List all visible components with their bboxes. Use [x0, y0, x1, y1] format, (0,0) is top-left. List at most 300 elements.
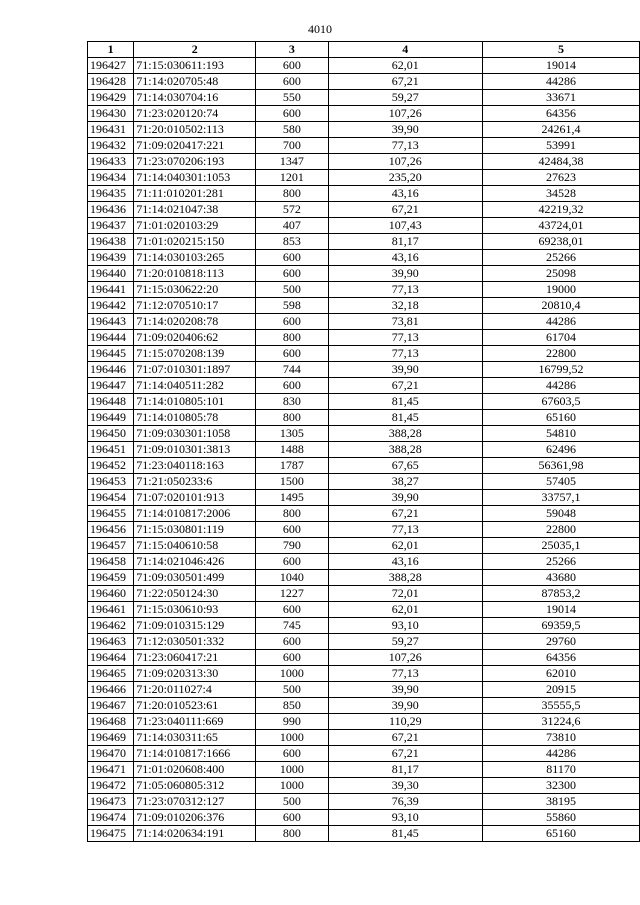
table-cell-col3: 830 [256, 394, 328, 410]
table-cell-col5: 16799,52 [483, 362, 640, 378]
table-row [88, 90, 640, 106]
table-cell-col4: 77,13 [328, 138, 483, 154]
table-cell-col3: 600 [256, 58, 328, 74]
table-cell-col1: 196470 [88, 746, 134, 762]
table-cell-col1: 196435 [88, 186, 134, 202]
table-cell-col5: 42484,38 [483, 154, 640, 170]
table-cell-col4: 110,29 [328, 714, 483, 730]
table-cell-col2: 71:14:040301:1053 [134, 170, 256, 186]
table-cell-col2: 71:23:070312:127 [134, 794, 256, 810]
table-row [88, 506, 640, 522]
table-cell-col2: 71:12:070510:17 [134, 298, 256, 314]
table-cell-col4: 388,28 [328, 570, 483, 586]
table-row [88, 202, 640, 218]
table-cell-col4: 235,20 [328, 170, 483, 186]
table-row [88, 458, 640, 474]
table-cell-col1: 196475 [88, 826, 134, 842]
table-cell-col4: 43,16 [328, 250, 483, 266]
table-cell-col1: 196444 [88, 330, 134, 346]
table-cell-col3: 600 [256, 250, 328, 266]
table-row [88, 538, 640, 554]
table-cell-col1: 196454 [88, 490, 134, 506]
table-cell-col4: 81,45 [328, 826, 483, 842]
table-cell-col2: 71:23:060417:21 [134, 650, 256, 666]
table-cell-col5: 44286 [483, 314, 640, 330]
table-cell-col5: 65160 [483, 410, 640, 426]
table-cell-col2: 71:14:021046:426 [134, 554, 256, 570]
table-cell-col3: 600 [256, 746, 328, 762]
table-row [88, 762, 640, 778]
table-cell-col2: 71:15:030801:119 [134, 522, 256, 538]
table-cell-col4: 107,26 [328, 154, 483, 170]
table-cell-col5: 67603,5 [483, 394, 640, 410]
table-row [88, 314, 640, 330]
table-cell-col5: 29760 [483, 634, 640, 650]
table-cell-col5: 59048 [483, 506, 640, 522]
table-row [88, 186, 640, 202]
table-cell-col1: 196456 [88, 522, 134, 538]
table-cell-col1: 196471 [88, 762, 134, 778]
table-cell-col1: 196463 [88, 634, 134, 650]
table-cell-col4: 67,21 [328, 202, 483, 218]
table-cell-col3: 500 [256, 794, 328, 810]
table-cell-col3: 990 [256, 714, 328, 730]
table-cell-col2: 71:14:020634:191 [134, 826, 256, 842]
table-cell-col1: 196460 [88, 586, 134, 602]
table-cell-col3: 580 [256, 122, 328, 138]
table-cell-col5: 22800 [483, 522, 640, 538]
table-cell-col5: 34528 [483, 186, 640, 202]
table-cell-col3: 1227 [256, 586, 328, 602]
table-cell-col3: 800 [256, 826, 328, 842]
table-row [88, 362, 640, 378]
table-cell-col2: 71:07:020101:913 [134, 490, 256, 506]
table-cell-col3: 745 [256, 618, 328, 634]
table-cell-col4: 81,45 [328, 394, 483, 410]
table-cell-col4: 93,10 [328, 810, 483, 826]
table-cell-col3: 407 [256, 218, 328, 234]
table-cell-col1: 196464 [88, 650, 134, 666]
table-cell-col2: 71:15:030610:93 [134, 602, 256, 618]
table-row [88, 282, 640, 298]
table-cell-col4: 77,13 [328, 282, 483, 298]
table-cell-col2: 71:22:050124:30 [134, 586, 256, 602]
table-cell-col3: 744 [256, 362, 328, 378]
table-cell-col3: 800 [256, 186, 328, 202]
table-cell-col5: 25266 [483, 554, 640, 570]
table-row [88, 426, 640, 442]
table-cell-col4: 77,13 [328, 666, 483, 682]
table-cell-col5: 33757,1 [483, 490, 640, 506]
table-cell-col2: 71:09:020406:62 [134, 330, 256, 346]
table-cell-col5: 65160 [483, 826, 640, 842]
table-cell-col3: 500 [256, 282, 328, 298]
table-cell-col4: 67,21 [328, 74, 483, 90]
table-cell-col3: 1787 [256, 458, 328, 474]
table-cell-col4: 67,21 [328, 730, 483, 746]
table-row [88, 474, 640, 490]
table-row [88, 378, 640, 394]
table-cell-col2: 71:15:030611:193 [134, 58, 256, 74]
table-row [88, 106, 640, 122]
table-cell-col2: 71:09:020313:30 [134, 666, 256, 682]
table-cell-col1: 196427 [88, 58, 134, 74]
table-cell-col1: 196466 [88, 682, 134, 698]
table-cell-col5: 69238,01 [483, 234, 640, 250]
table-cell-col2: 71:14:021047:38 [134, 202, 256, 218]
table-cell-col1: 196437 [88, 218, 134, 234]
table-cell-col3: 790 [256, 538, 328, 554]
table-cell-col1: 196465 [88, 666, 134, 682]
table-row [88, 138, 640, 154]
table-row [88, 266, 640, 282]
table-cell-col4: 76,39 [328, 794, 483, 810]
table-cell-col2: 71:15:070208:139 [134, 346, 256, 362]
table-cell-col4: 59,27 [328, 634, 483, 650]
table-cell-col3: 1500 [256, 474, 328, 490]
table-cell-col3: 1040 [256, 570, 328, 586]
table-cell-col3: 600 [256, 346, 328, 362]
table-cell-col3: 850 [256, 698, 328, 714]
table-cell-col4: 107,43 [328, 218, 483, 234]
column-header-4: 4 [328, 42, 483, 58]
table-cell-col2: 71:14:020705:48 [134, 74, 256, 90]
table-row [88, 490, 640, 506]
table-cell-col2: 71:01:020215:150 [134, 234, 256, 250]
table-cell-col5: 64356 [483, 106, 640, 122]
table-cell-col2: 71:15:040610:58 [134, 538, 256, 554]
table-cell-col5: 33671 [483, 90, 640, 106]
table-cell-col1: 196469 [88, 730, 134, 746]
table-cell-col4: 77,13 [328, 330, 483, 346]
table-cell-col1: 196446 [88, 362, 134, 378]
table-cell-col2: 71:09:010315:129 [134, 618, 256, 634]
table-cell-col3: 1000 [256, 666, 328, 682]
table-cell-col3: 1495 [256, 490, 328, 506]
table-cell-col1: 196449 [88, 410, 134, 426]
table-cell-col1: 196429 [88, 90, 134, 106]
table-cell-col1: 196428 [88, 74, 134, 90]
table-cell-col4: 59,27 [328, 90, 483, 106]
table-cell-col5: 43680 [483, 570, 640, 586]
table-row [88, 634, 640, 650]
table-row [88, 522, 640, 538]
table-cell-col3: 600 [256, 634, 328, 650]
table-cell-col4: 39,90 [328, 490, 483, 506]
table-cell-col2: 71:20:010523:61 [134, 698, 256, 714]
table-cell-col3: 600 [256, 378, 328, 394]
table-cell-col2: 71:01:020608:400 [134, 762, 256, 778]
table-cell-col4: 39,90 [328, 362, 483, 378]
table-cell-col4: 62,01 [328, 538, 483, 554]
table-cell-col1: 196438 [88, 234, 134, 250]
table-cell-col5: 57405 [483, 474, 640, 490]
table-cell-col1: 196453 [88, 474, 134, 490]
table-cell-col1: 196455 [88, 506, 134, 522]
header-row [88, 42, 640, 58]
column-header-2: 2 [134, 42, 256, 58]
table-cell-col1: 196457 [88, 538, 134, 554]
table-cell-col4: 39,90 [328, 698, 483, 714]
table-cell-col4: 39,90 [328, 122, 483, 138]
table-cell-col4: 93,10 [328, 618, 483, 634]
table-row [88, 154, 640, 170]
column-header-5: 5 [483, 42, 640, 58]
table-cell-col2: 71:09:020417:221 [134, 138, 256, 154]
table-cell-col5: 20915 [483, 682, 640, 698]
table-cell-col4: 62,01 [328, 602, 483, 618]
table-body [88, 58, 640, 842]
table-cell-col2: 71:23:040118:163 [134, 458, 256, 474]
table-cell-col1: 196440 [88, 266, 134, 282]
table-cell-col4: 388,28 [328, 442, 483, 458]
table-cell-col2: 71:23:070206:193 [134, 154, 256, 170]
table-row [88, 666, 640, 682]
table-cell-col2: 71:20:011027:4 [134, 682, 256, 698]
table-row [88, 410, 640, 426]
table-cell-col2: 71:14:030311:65 [134, 730, 256, 746]
table-cell-col5: 62010 [483, 666, 640, 682]
table-cell-col5: 22800 [483, 346, 640, 362]
table-cell-col3: 1000 [256, 778, 328, 794]
table-cell-col2: 71:01:020103:29 [134, 218, 256, 234]
table-cell-col4: 32,18 [328, 298, 483, 314]
table-cell-col2: 71:14:010817:2006 [134, 506, 256, 522]
table-cell-col1: 196451 [88, 442, 134, 458]
table-cell-col1: 196445 [88, 346, 134, 362]
table-row [88, 330, 640, 346]
table-cell-col5: 19000 [483, 282, 640, 298]
table-cell-col1: 196448 [88, 394, 134, 410]
table-cell-col3: 700 [256, 138, 328, 154]
table-cell-col4: 388,28 [328, 426, 483, 442]
table-cell-col3: 600 [256, 554, 328, 570]
table-row [88, 346, 640, 362]
table-cell-col2: 71:05:060805:312 [134, 778, 256, 794]
table-cell-col3: 600 [256, 314, 328, 330]
table-cell-col2: 71:23:020120:74 [134, 106, 256, 122]
table-cell-col1: 196447 [88, 378, 134, 394]
table-cell-col5: 64356 [483, 650, 640, 666]
table-cell-col2: 71:14:030103:265 [134, 250, 256, 266]
table-cell-col2: 71:14:040511:282 [134, 378, 256, 394]
table-cell-col4: 81,17 [328, 762, 483, 778]
table-cell-col1: 196467 [88, 698, 134, 714]
table-cell-col2: 71:14:020208:78 [134, 314, 256, 330]
table-cell-col4: 67,21 [328, 746, 483, 762]
table-row [88, 394, 640, 410]
table-cell-col2: 71:12:030501:332 [134, 634, 256, 650]
table-cell-col4: 43,16 [328, 186, 483, 202]
table-cell-col5: 19014 [483, 58, 640, 74]
table-cell-col1: 196439 [88, 250, 134, 266]
table-cell-col5: 25035,1 [483, 538, 640, 554]
table-cell-col5: 53991 [483, 138, 640, 154]
table-cell-col5: 38195 [483, 794, 640, 810]
table-row [88, 250, 640, 266]
table-cell-col5: 42219,32 [483, 202, 640, 218]
table-cell-col4: 67,21 [328, 506, 483, 522]
table-cell-col3: 600 [256, 522, 328, 538]
table-cell-col5: 44286 [483, 74, 640, 90]
table-cell-col2: 71:09:030301:1058 [134, 426, 256, 442]
table-cell-col1: 196472 [88, 778, 134, 794]
table-cell-col2: 71:21:050233:6 [134, 474, 256, 490]
table-cell-col2: 71:09:010206:376 [134, 810, 256, 826]
table-row [88, 586, 640, 602]
table-row [88, 218, 640, 234]
table-cell-col2: 71:20:010502:113 [134, 122, 256, 138]
table-cell-col5: 25266 [483, 250, 640, 266]
table-cell-col1: 196450 [88, 426, 134, 442]
table-cell-col3: 1305 [256, 426, 328, 442]
column-header-1: 1 [88, 42, 134, 58]
table-row [88, 442, 640, 458]
table-cell-col5: 25098 [483, 266, 640, 282]
table-row [88, 298, 640, 314]
table-cell-col5: 69359,5 [483, 618, 640, 634]
table-cell-col4: 67,65 [328, 458, 483, 474]
table-cell-col5: 81170 [483, 762, 640, 778]
table-cell-col2: 71:15:030622:20 [134, 282, 256, 298]
table-cell-col3: 600 [256, 602, 328, 618]
table-cell-col3: 598 [256, 298, 328, 314]
table-row [88, 698, 640, 714]
table-row [88, 826, 640, 842]
table-cell-col1: 196459 [88, 570, 134, 586]
column-header-3: 3 [256, 42, 328, 58]
table-cell-col2: 71:09:010301:3813 [134, 442, 256, 458]
table-row [88, 682, 640, 698]
table-cell-col1: 196468 [88, 714, 134, 730]
table-row [88, 794, 640, 810]
table-cell-col3: 600 [256, 74, 328, 90]
table-row [88, 650, 640, 666]
table-cell-col2: 71:11:010201:281 [134, 186, 256, 202]
table-cell-col4: 39,90 [328, 266, 483, 282]
table-cell-col3: 600 [256, 810, 328, 826]
table-cell-col4: 72,01 [328, 586, 483, 602]
table-row [88, 554, 640, 570]
table-row [88, 714, 640, 730]
table-cell-col3: 572 [256, 202, 328, 218]
table-cell-col5: 54810 [483, 426, 640, 442]
table-cell-col3: 500 [256, 682, 328, 698]
table-row [88, 618, 640, 634]
table-cell-col4: 107,26 [328, 650, 483, 666]
table-cell-col2: 71:14:010805:78 [134, 410, 256, 426]
table-cell-col2: 71:23:040111:669 [134, 714, 256, 730]
table-cell-col2: 71:07:010301:1897 [134, 362, 256, 378]
table-cell-col3: 1347 [256, 154, 328, 170]
table-cell-col3: 853 [256, 234, 328, 250]
table-cell-col2: 71:14:030704:16 [134, 90, 256, 106]
table-cell-col1: 196434 [88, 170, 134, 186]
table-cell-col1: 196462 [88, 618, 134, 634]
table-cell-col4: 39,30 [328, 778, 483, 794]
table-row [88, 810, 640, 826]
table-cell-col5: 61704 [483, 330, 640, 346]
table-cell-col5: 19014 [483, 602, 640, 618]
table-cell-col5: 27623 [483, 170, 640, 186]
table-cell-col3: 1000 [256, 730, 328, 746]
table-cell-col2: 71:20:010818:113 [134, 266, 256, 282]
table-cell-col1: 196436 [88, 202, 134, 218]
table-cell-col3: 600 [256, 106, 328, 122]
table-cell-col1: 196430 [88, 106, 134, 122]
table-row [88, 778, 640, 794]
table-row [88, 234, 640, 250]
table-row [88, 74, 640, 90]
table-cell-col1: 196461 [88, 602, 134, 618]
table-cell-col2: 71:14:010817:1666 [134, 746, 256, 762]
table-cell-col1: 196474 [88, 810, 134, 826]
table-row [88, 602, 640, 618]
table-cell-col5: 44286 [483, 378, 640, 394]
table-row [88, 58, 640, 74]
table-cell-col5: 35555,5 [483, 698, 640, 714]
table-cell-col3: 1201 [256, 170, 328, 186]
data-table [87, 41, 640, 842]
table-row [88, 730, 640, 746]
table-cell-col4: 81,45 [328, 410, 483, 426]
table-cell-col3: 800 [256, 330, 328, 346]
table-cell-col3: 1488 [256, 442, 328, 458]
table-cell-col1: 196431 [88, 122, 134, 138]
table-cell-col3: 600 [256, 650, 328, 666]
table-cell-col5: 62496 [483, 442, 640, 458]
table-cell-col3: 1000 [256, 762, 328, 778]
table-cell-col4: 81,17 [328, 234, 483, 250]
table-cell-col5: 73810 [483, 730, 640, 746]
table-cell-col1: 196442 [88, 298, 134, 314]
table-cell-col3: 800 [256, 506, 328, 522]
table-row [88, 570, 640, 586]
table-cell-col5: 44286 [483, 746, 640, 762]
table-cell-col5: 56361,98 [483, 458, 640, 474]
table-cell-col1: 196433 [88, 154, 134, 170]
table-cell-col4: 62,01 [328, 58, 483, 74]
table-cell-col1: 196458 [88, 554, 134, 570]
table-cell-col2: 71:09:030501:499 [134, 570, 256, 586]
table-cell-col1: 196432 [88, 138, 134, 154]
table-cell-col5: 24261,4 [483, 122, 640, 138]
table-cell-col4: 67,21 [328, 378, 483, 394]
table-cell-col3: 800 [256, 410, 328, 426]
table-cell-col3: 600 [256, 266, 328, 282]
table-cell-col2: 71:14:010805:101 [134, 394, 256, 410]
table-cell-col4: 77,13 [328, 522, 483, 538]
table-cell-col4: 73,81 [328, 314, 483, 330]
table-cell-col5: 87853,2 [483, 586, 640, 602]
table-cell-col5: 32300 [483, 778, 640, 794]
table-cell-col5: 43724,01 [483, 218, 640, 234]
table-cell-col4: 38,27 [328, 474, 483, 490]
table-cell-col3: 550 [256, 90, 328, 106]
table-cell-col5: 55860 [483, 810, 640, 826]
table-cell-col4: 107,26 [328, 106, 483, 122]
table-row [88, 746, 640, 762]
table-cell-col1: 196473 [88, 794, 134, 810]
table-cell-col1: 196441 [88, 282, 134, 298]
table-cell-col4: 39,90 [328, 682, 483, 698]
table-cell-col4: 77,13 [328, 346, 483, 362]
table-cell-col4: 43,16 [328, 554, 483, 570]
table-row [88, 122, 640, 138]
table-row [88, 170, 640, 186]
table-cell-col1: 196452 [88, 458, 134, 474]
table-cell-col5: 31224,6 [483, 714, 640, 730]
